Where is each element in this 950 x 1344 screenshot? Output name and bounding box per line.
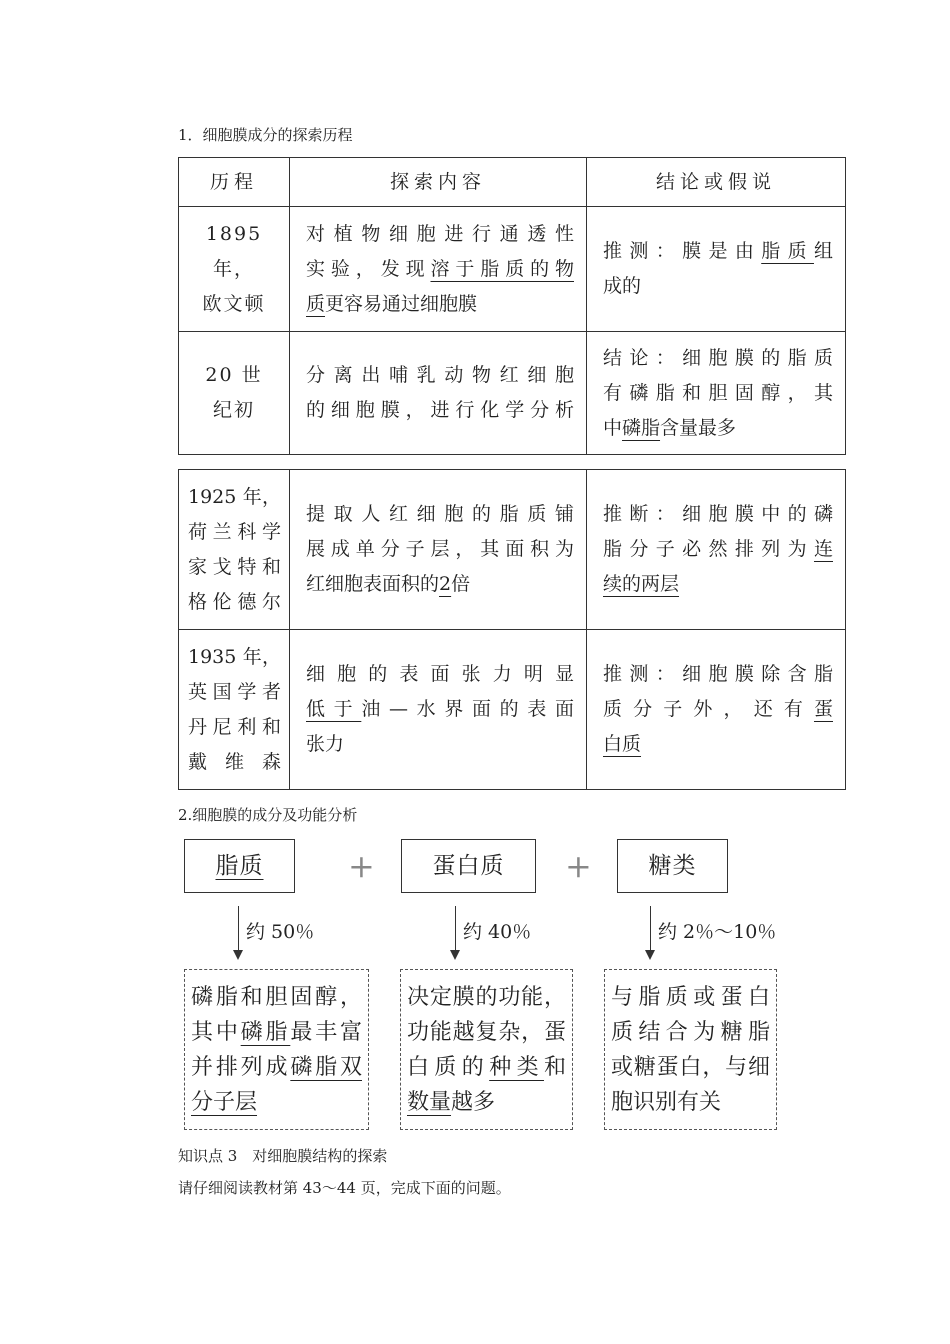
- arrow-down-icon: [455, 906, 456, 953]
- header-process: 历程: [179, 158, 290, 207]
- answer-underline: 白质: [603, 733, 642, 755]
- plus-icon: +: [348, 847, 375, 885]
- answer-underline: 蛋: [813, 698, 833, 720]
- sugar-percent: 约 2％～10％: [658, 921, 777, 943]
- arrow-head-icon: [233, 950, 243, 960]
- instruction-text: 请仔细阅读教材第 43～44 页，完成下面的问题。: [178, 1179, 511, 1197]
- arrow-down-icon: [238, 906, 239, 953]
- row-1-time: 1895 年， 欧文顿: [179, 207, 290, 332]
- plus-icon: +: [565, 847, 592, 885]
- protein-percent: 约 40％: [463, 921, 532, 943]
- table-row: [179, 207, 846, 332]
- table-row: [179, 332, 846, 455]
- arrow-head-icon: [450, 950, 460, 960]
- sugar-description: 与脂质或蛋白 质结合为糖脂 或糖蛋白，与细 胞识别有关: [604, 969, 777, 1130]
- table-header-row: [179, 158, 846, 207]
- row-3-content: 提取人红细胞的脂质铺 展成单分子层，其面积为 红细胞表面积的2倍: [290, 470, 587, 630]
- row-2-time: 20 世 纪初: [179, 332, 290, 455]
- answer-underline: 数量: [407, 1090, 452, 1115]
- answer-underline: 脂质: [761, 240, 814, 262]
- answer-underline: 续的两层: [603, 573, 680, 595]
- answer-underline: 磷脂: [622, 416, 661, 439]
- row-4-conclusion: 推测：细胞膜除含脂 质分子外，还有蛋 白质: [587, 630, 846, 790]
- section-2-title: 2.细胞膜的成分及功能分析: [178, 806, 358, 824]
- answer-underline: 分子层: [191, 1090, 258, 1115]
- row-2-content: 分离出哺乳动物红细胞 的细胞膜，进行化学分析: [290, 332, 587, 455]
- row-4-time: 1935 年， 英国学者 丹尼利和 戴维森: [179, 630, 290, 790]
- answer-underline: 低于: [306, 698, 362, 720]
- row-3-conclusion: 推断：细胞膜中的磷 脂分子必然排列为连 续的两层: [587, 470, 846, 630]
- row-1-content: 对植物细胞进行通透性 实验，发现溶于脂质的物 质更容易通过细胞膜: [290, 207, 587, 332]
- section-1-title: 1．细胞膜成分的探索历程: [178, 126, 353, 144]
- answer-underline: 磷脂双: [290, 1055, 362, 1080]
- answer-underline: 种类: [489, 1055, 544, 1080]
- lipid-percent: 约 50％: [246, 921, 315, 943]
- answer-underline: 质: [306, 292, 326, 315]
- table-row: [179, 630, 846, 790]
- row-3-time: 1925 年， 荷兰科学 家戈特和 格伦德尔: [179, 470, 290, 630]
- arrow-down-icon: [650, 906, 651, 953]
- history-table-part-1: [178, 157, 846, 455]
- lipid-description: 磷脂和胆固醇， 其中磷脂最丰富 并排列成磷脂双 分子层: [184, 969, 369, 1130]
- header-conclusion: 结论或假说: [587, 158, 846, 207]
- answer-underline: 2: [439, 573, 452, 595]
- protein-box: 蛋白质: [401, 839, 536, 893]
- sugar-box: 糖类: [617, 839, 728, 893]
- table-row: [179, 470, 846, 630]
- row-2-conclusion: 结论：细胞膜的脂质 有磷脂和胆固醇，其 中磷脂含量最多: [587, 332, 846, 455]
- header-content: 探索内容: [290, 158, 587, 207]
- history-table-part-2: [178, 469, 846, 790]
- row-1-conclusion: 推测：膜是由脂质组 成的: [587, 207, 846, 332]
- lipid-box: 脂质: [184, 839, 295, 893]
- section-3-title: 知识点 3 对细胞膜结构的探索: [178, 1147, 388, 1165]
- answer-underline: 溶于脂质的物: [430, 257, 574, 280]
- answer-underline: 磷脂: [240, 1020, 291, 1045]
- answer-underline: 连: [813, 538, 833, 560]
- protein-description: 决定膜的功能， 功能越复杂，蛋 白质的种类和 数量越多: [400, 969, 573, 1130]
- arrow-head-icon: [645, 950, 655, 960]
- row-4-content: 细胞的表面张力明显 低于油—水界面的表面 张力: [290, 630, 587, 790]
